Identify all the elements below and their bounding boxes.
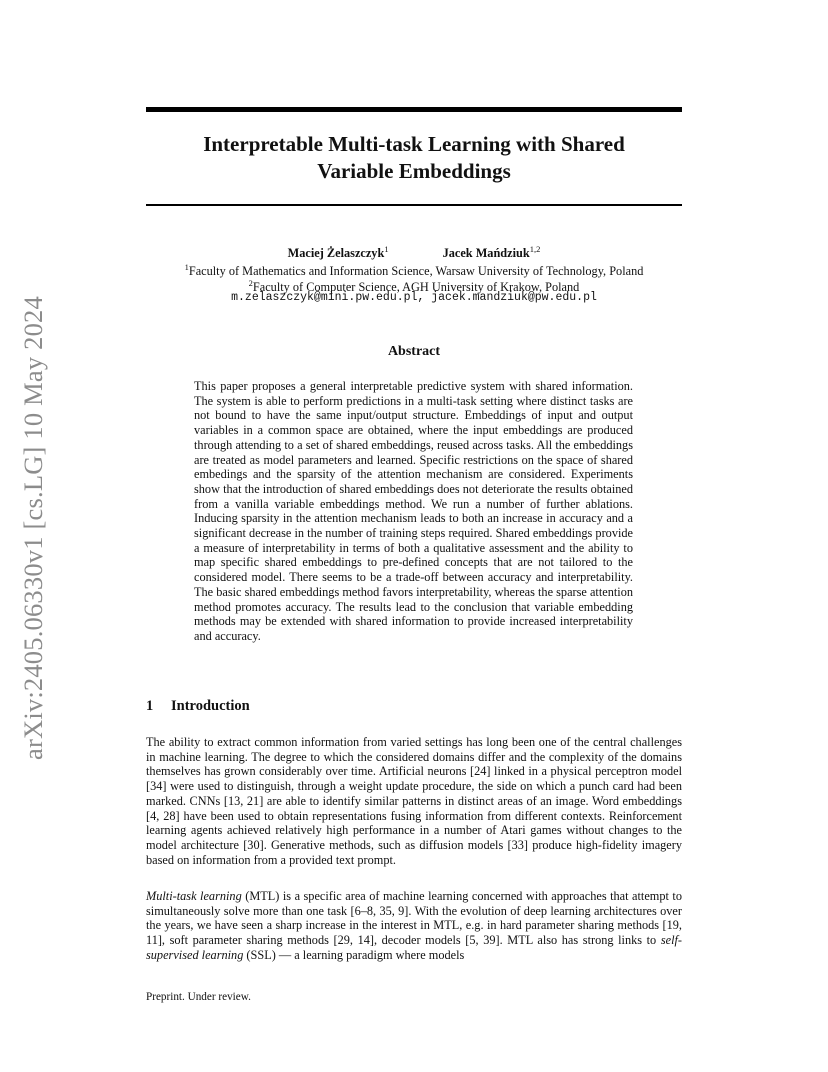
emphasized-term: Multi-task learning [146,889,242,903]
paragraph-text: (MTL) is a specific area of machine learning concerned with approaches that attempt to simultaneously solve more than one task [6–8, 35, 9]. With the evolution of deep learning architectures over the years, we have seen a sharp increase in the interest in MTL, e.g. in hard parameter sharing methods [19, 11], soft parameter sharing methods [29, 14], decoder models [5, 39]. MTL also has strong links to [146,889,682,948]
section-title: Introduction [171,698,250,714]
paper-title [146,131,682,185]
title-line-1: Interpretable Multi-task Learning with Shared [203,132,625,156]
author-affiliation-mark: 1 [384,244,389,254]
abstract-heading: Abstract [387,344,441,359]
title-line-2: Variable Embeddings [317,159,511,183]
paragraph-text: (SSL) — a learning paradigm where models [243,947,465,962]
emphasized-term: self-supervised learning [146,933,682,962]
title-bottom-rule [146,204,682,206]
author-emails: m.zelaszczyk@mini.pw.edu.pl, jacek.mandziuk@pw.edu.pl [231,291,597,304]
author-name: Maciej Żelaszczyk [287,246,385,261]
abstract-text: This paper proposes a general interpretable predictive system with shared information. The system is able to perform predictions in a multi-task setting where distinct tasks are not bound to have the same input/output structure. Embeddings of input and output variables in a common space are obtained, where the input embeddings are produced through attending to a set of shared embeddings, reused across tasks. All the embeddings are treated as model parameters and learned. Specific restrictions on the space of shared embedings and the sparsity of the attention mechanism are considered. Experiments show that the introduction of shared embeddings does not deteriorate the results obtained from a vanilla variable embeddings method. We run a number of further ablations. Inducing sparsity in the attention mechanism leads to both an increase in accuracy and a significant decrease in the number of training steps required. Shared embeddings provide a measure of interpretability in terms of both a qualitative assessment and the ability to map specific shared embeddings to pre-defined concepts that are not tailored to the considered model. There seems to be a trade-off between accuracy and interpretability. The basic shared embeddings method favors interpretability, whereas the sparse attention method promotes accuracy. The results lead to the conclusion that variable embedding methods may be extended with shared information to provide increased interpretability and accuracy. [194,379,633,643]
arxiv-margin-stamp: arXiv:2405.06330v1 [cs.LG] 10 May 2024 [18,296,48,760]
title-top-rule [146,107,682,112]
body-paragraph: The ability to extract common information from varied settings has long been one of the central challenges in machine learning. The degree to which the considered domains differ and the complexity of the domains themselves has grown considerably over time. Artificial neurons [24] linked in a physical perceptron model [34] were used to distinguish, through a weight update procedure, the side on which a punch card had been marked. CNNs [13, 21] are able to identify similar patterns in distinct areas of an image. Word embeddings [4, 28] have been used to obtain representations fusing information from different contexts. Reinforcement learning agents achieved relatively high performance in a number of Atari games without changes to the model architecture [30]. Generative methods, such as diffusion models [33] produce high-fidelity imagery based on information from a provided text prompt. [146,735,682,867]
affiliation-mark: 2 [248,278,253,288]
author-affiliation-mark: 1,2 [529,244,541,254]
affiliation-mark: 1 [184,262,189,272]
affiliation-text: Faculty of Computer Science, AGH University of Krakow, Poland [252,280,580,295]
section-number: 1 [146,698,154,714]
body-paragraph [146,889,682,963]
affiliation-text: Faculty of Mathematics and Information Science, Warsaw University of Technology, Poland [188,264,644,279]
preprint-footer: Preprint. Under review. [146,991,251,1003]
section-heading [146,697,682,715]
author-name: Jacek Mańdziuk [442,246,530,261]
